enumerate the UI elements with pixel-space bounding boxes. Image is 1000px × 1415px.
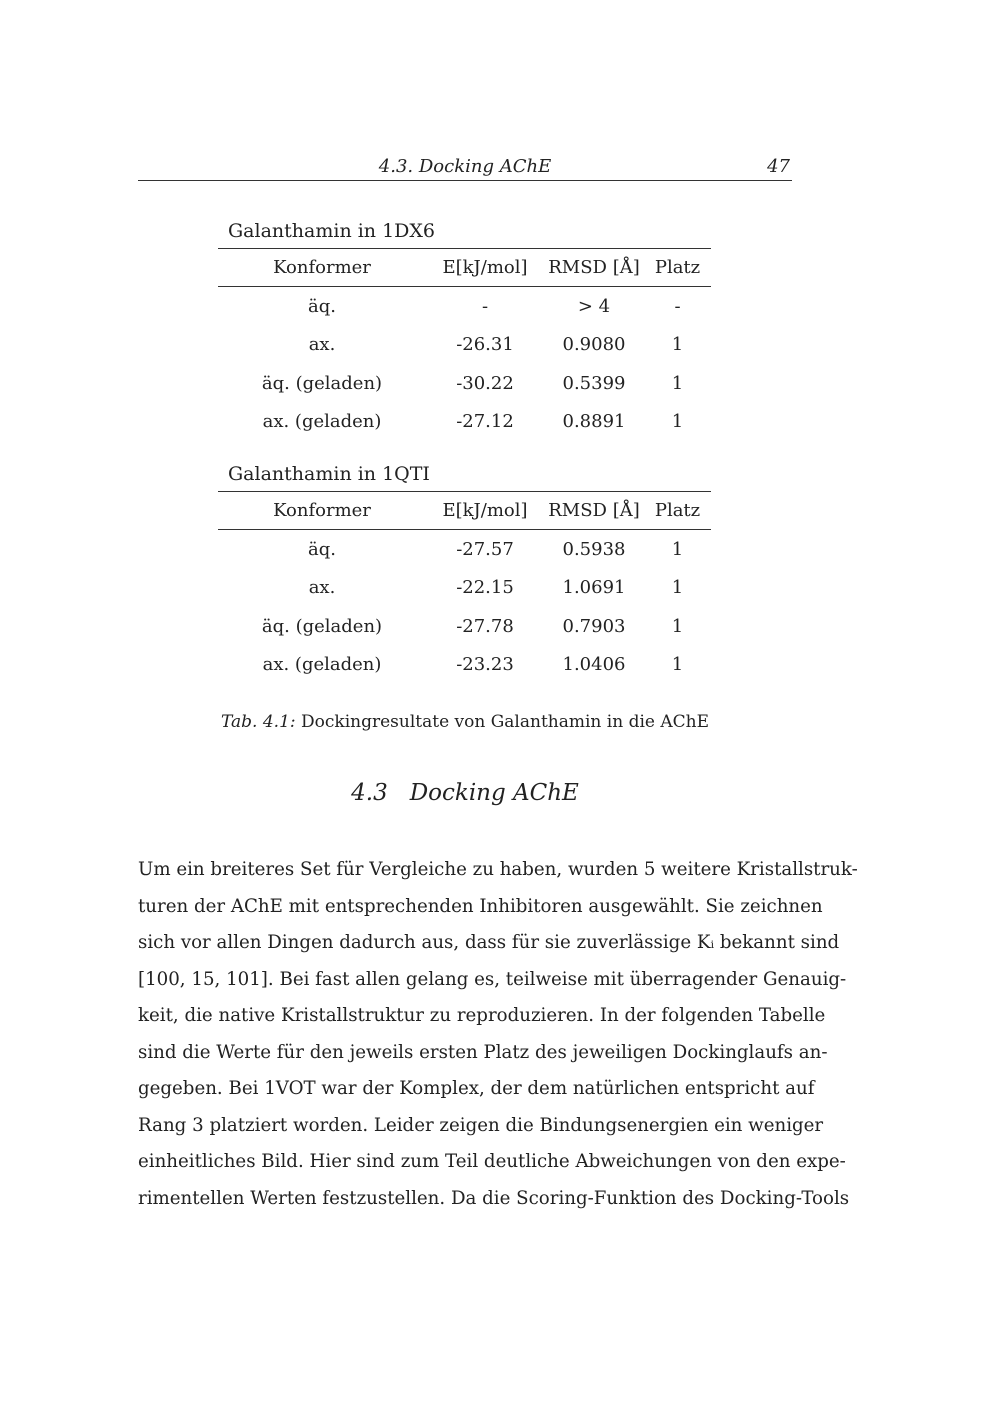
header-title: 4.3. Docking AChE xyxy=(378,156,552,177)
running-header xyxy=(138,156,792,181)
cell: 1 xyxy=(671,334,684,356)
table-caption-label: Tab. 4.1: xyxy=(221,712,296,732)
cell: 1 xyxy=(671,577,684,599)
cell: -30.22 xyxy=(456,372,514,394)
table-title: Galanthamin in 1DX6 xyxy=(228,220,436,242)
column-header: E[kJ/mol] xyxy=(426,492,544,530)
cell: -27.57 xyxy=(456,538,514,560)
table-row xyxy=(218,326,711,365)
table-row xyxy=(218,364,711,403)
cell: ax. (geladen) xyxy=(262,411,382,433)
column-header: Platz xyxy=(644,249,711,287)
paragraph-line: gegeben. Bei 1VOT war der Komplex, der dem natürlichen entspricht auf xyxy=(138,1078,815,1099)
paragraph-line: Um ein breiteres Set für Vergleiche zu haben, wurden 5 weitere Kristallstruk- xyxy=(138,859,858,880)
cell: -27.12 xyxy=(456,411,514,433)
section-number: 4.3 xyxy=(351,780,388,806)
cell: 1 xyxy=(671,615,684,637)
cell: 0.7903 xyxy=(562,615,626,637)
cell: 1 xyxy=(671,372,684,394)
cell: -22.15 xyxy=(456,577,514,599)
table-caption-text: Dockingresultate von Galanthamin in die AChE xyxy=(301,712,709,732)
cell: 1 xyxy=(671,538,684,560)
paragraph-line: sind die Werte für den jeweils ersten Platz des jeweiligen Dockinglaufs an- xyxy=(138,1041,828,1063)
column-header: E[kJ/mol] xyxy=(426,249,544,287)
cell: 1 xyxy=(671,411,684,433)
section-title: Docking AChE xyxy=(409,780,579,806)
table-1dx6 xyxy=(218,218,711,441)
cell: 0.5938 xyxy=(562,538,626,560)
cell: äq. xyxy=(308,538,336,560)
column-header: Konformer xyxy=(218,249,426,287)
cell: äq. xyxy=(308,295,336,317)
table-row xyxy=(218,403,711,442)
column-header: Konformer xyxy=(218,492,426,530)
table-row xyxy=(218,530,711,569)
section-heading xyxy=(0,780,930,806)
results-table xyxy=(218,491,711,684)
column-header: RMSD [Å] xyxy=(544,249,644,287)
column-header: RMSD [Å] xyxy=(544,492,644,530)
table-row xyxy=(218,646,711,685)
column-header: Platz xyxy=(644,492,711,530)
paragraph-line: [100, 15, 101]. Bei fast allen gelang es, teilweise mit überragender Genauig- xyxy=(138,968,847,990)
page-number: 47 xyxy=(767,156,790,177)
cell: -26.31 xyxy=(456,334,514,356)
cell: äq. (geladen) xyxy=(261,615,383,637)
cell: -23.23 xyxy=(456,654,514,676)
cell: ax. xyxy=(308,577,336,599)
cell: 1 xyxy=(671,654,684,676)
table-caption xyxy=(0,712,930,732)
cell: > 4 xyxy=(577,295,611,317)
table-row xyxy=(218,569,711,608)
cell: - xyxy=(674,295,681,317)
cell: 0.5399 xyxy=(562,372,626,394)
paragraph-line: sich vor allen Dingen dadurch aus, dass für sie zuverlässige Kᵢ bekannt sind xyxy=(138,932,840,953)
cell: 0.8891 xyxy=(562,411,626,433)
cell: 1.0691 xyxy=(562,577,626,599)
table-row xyxy=(218,607,711,646)
results-table xyxy=(218,248,711,441)
paragraph-line: rimentellen Werten festzustellen. Da die Scoring-Funktion des Docking-Tools xyxy=(138,1187,850,1209)
paragraph-line: keit, die native Kristallstruktur zu reproduzieren. In der folgenden Tabelle xyxy=(138,1005,826,1026)
cell: ax. xyxy=(308,334,336,356)
cell: äq. (geladen) xyxy=(261,372,383,394)
cell: ax. (geladen) xyxy=(262,654,382,676)
cell: 1.0406 xyxy=(562,654,626,676)
table-row xyxy=(218,287,711,326)
cell: -27.78 xyxy=(456,615,514,637)
paragraph-line: Rang 3 platziert worden. Leider zeigen die Bindungsenergien ein weniger xyxy=(138,1114,824,1136)
cell: - xyxy=(481,295,489,317)
body-paragraph xyxy=(138,852,858,1217)
cell: 0.9080 xyxy=(562,334,626,356)
paragraph-line: turen der AChE mit entsprechenden Inhibitoren ausgewählt. Sie zeichnen xyxy=(138,895,823,917)
table-1qti xyxy=(218,461,711,684)
table-title: Galanthamin in 1QTI xyxy=(228,463,430,485)
paragraph-line: einheitliches Bild. Hier sind zum Teil deutliche Abweichungen von den expe- xyxy=(138,1151,846,1172)
